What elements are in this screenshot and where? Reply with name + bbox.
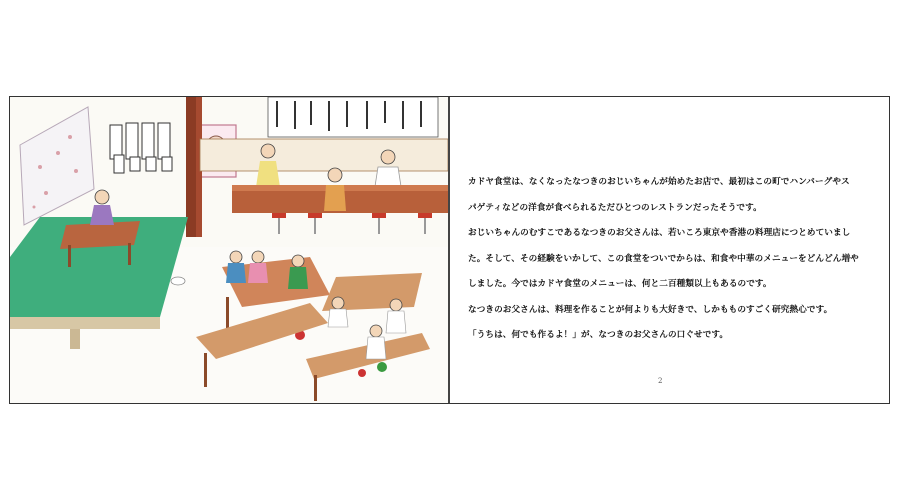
page-number: 2 [658,377,663,385]
story-line: しました。今ではカドヤ食堂のメニューは、何と二百種類以上もあるのです。 [468,279,772,289]
story-line: なつきのお父さんは、料理を作ることが何よりも大好きで、しかもものすごく研究熱心です。 [468,304,833,315]
story-line: カドヤ食堂は、なくなったなつきのおじいちゃんが始めたお店で、最初はこの町でハンバーグやス [468,177,850,187]
story-text [468,170,878,349]
illustration-page [10,97,448,403]
text-page [450,97,889,403]
story-line: パゲティなどの洋食が食べられるただひとつのレストランだったそうです。 [468,202,762,213]
story-line: 「うちは、何でも作るよ！」が、なつきのお父さんの口ぐせです。 [468,330,729,340]
story-line: た。そして、その経験をいかして、この食堂をついでからは、和食や中華のメニューをどんどん増や [468,253,859,264]
restaurant-illustration [10,97,448,403]
book-spread [9,96,890,404]
story-line: おじいちゃんのむすこであるなつきのお父さんは、若いころ東京や香港の料理店につとめていまし [468,228,851,238]
